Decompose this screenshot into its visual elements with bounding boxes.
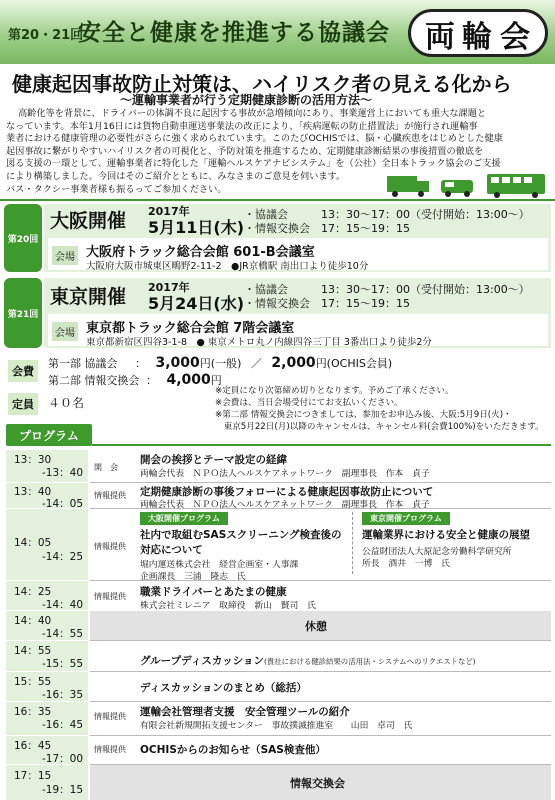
fee1-unit: 円(一般) — [199, 357, 242, 370]
r3-osaka-sub-2: 企画課長 三浦 隆志 氏 — [140, 572, 246, 582]
truck-cab — [417, 181, 429, 192]
osaka-venue-name: 大阪府トラック総合会館 601-B会議室 — [86, 245, 315, 260]
osaka-session-label — [4, 204, 42, 272]
note-line: 東京5月22日(月)以降のキャンセルは、キャンセル料(会費100%)をいただきます。 — [215, 422, 544, 432]
r6-start: 14：55 — [14, 645, 52, 657]
r10-networking-label: 情報交換会 — [290, 777, 345, 790]
r7-start: 15：55 — [14, 676, 52, 688]
r8-start: 16：35 — [14, 706, 52, 718]
intro-line: により構築しました。今回はそのご紹介とともに、みなさまのご意見を伺います。 — [6, 170, 346, 182]
fee1-sep: ／ — [250, 357, 262, 370]
fee1-unit-member: 円(OCHIS会員) — [315, 357, 393, 370]
r4-end: -14：40 — [42, 599, 84, 611]
row-separator — [90, 735, 551, 736]
r2-type: 情報提供 — [94, 491, 126, 500]
r1-end: -13：40 — [42, 467, 84, 479]
r2-start: 13：40 — [14, 486, 52, 498]
r10-start: 17：15 — [14, 770, 52, 782]
sub-headline: ～運輸事業者が行う定期健康診断の活用方法～ — [120, 93, 373, 107]
r9-title: OCHISからのお知らせ（SAS検査他） — [140, 744, 326, 756]
r4-start: 14：25 — [14, 586, 52, 598]
r4-title: 職業ドライバーとあたまの健康 — [140, 586, 287, 598]
r10-end: -19：15 — [42, 784, 84, 796]
osaka-year: 2017年 — [148, 205, 190, 218]
tokyo-session-label — [4, 278, 42, 348]
badge-char-3: 会 — [500, 20, 530, 55]
osaka-time-2: ・情報交換会 17：15～19：15 — [244, 222, 410, 235]
r3-column-divider — [352, 512, 353, 574]
intro-line: 起因事故に繋がりやすいハイリスク者の可視化と、予防対策を推進するため、定期健康診断結果の事後措置の徹底を — [6, 145, 484, 157]
r6-end: -15：55 — [42, 658, 84, 670]
r6-title-line — [140, 649, 476, 668]
r3-osaka-title-1: 社内で取組むSASスクリーニング検査後の — [140, 529, 342, 541]
r9-type: 情報提供 — [94, 745, 126, 754]
r5-start: 14：40 — [14, 615, 52, 627]
osaka-venue-address: 大阪府大阪市城東区鴫野2-11-2 ●JR京橋駅 南出口より徒歩10分 — [86, 261, 369, 272]
program-heading-rule — [92, 444, 551, 446]
r2-title: 定期健康診断の事後フォローによる健康起因事故防止について — [140, 486, 434, 498]
note-line: ※会費は、当日会場受付にてお支払いください。 — [215, 398, 403, 408]
fees-row-1 — [48, 355, 392, 371]
divider — [0, 199, 555, 201]
tokyo-venue-address: 東京都新宿区四谷3-1-8 ● 東京メトロ丸ノ内線四谷三丁目 3番出口より徒歩2分 — [86, 337, 432, 348]
r9-end: -17：00 — [42, 753, 84, 765]
capacity-value: ４０名 — [48, 396, 85, 410]
r2-end: -14：05 — [42, 498, 84, 510]
row-separator — [90, 764, 551, 765]
r3-tokyo-title: 運輸業界における安全と健康の展望 — [362, 529, 530, 541]
osaka-session-text: 第20回 — [7, 234, 39, 245]
r7-title: ディスカッションのまとめ（総括） — [140, 682, 307, 694]
r8-type: 情報提供 — [94, 712, 126, 721]
fee2-name: 第二部 情報交換会 — [48, 374, 140, 387]
fee1-price-member: 2,000 — [271, 355, 316, 371]
fee1-price: 3,000 — [155, 355, 200, 371]
r3-tokyo-sub-2: 所長 酒井 一博 氏 — [362, 559, 450, 569]
r7-end: -16：35 — [42, 689, 84, 701]
capacity-label: 定員 — [8, 393, 38, 415]
tokyo-venue-tag: 会場 — [52, 322, 78, 341]
program-heading — [6, 424, 92, 446]
r9-start: 16：45 — [14, 740, 52, 752]
r6-small: (貴社における健診結果の活用法・システムへのリクエストなど) — [264, 657, 476, 666]
intro-line: 業者における健康管理の必要性がさらに強く求められています。このたびOCHISでは、脳・心臓疾患をはじめとした健康 — [6, 133, 503, 145]
badge-char-1: 両 — [425, 20, 455, 55]
r4-type: 情報提供 — [94, 592, 126, 601]
osaka-date: 5月11日(木) — [148, 218, 245, 237]
r3-tokyo-tag: 東京開催プログラム — [362, 512, 450, 525]
r3-osaka-tag: 大阪開催プログラム — [140, 512, 228, 525]
r3-osaka-sub-1: 堀内運送株式会社 経営企画室・人事課 — [140, 560, 299, 570]
truck-cargo — [387, 176, 417, 192]
intro-line: バス・タクシー事業者様も振るってご参加ください。 — [6, 183, 227, 195]
r6-title: グループディスカッション — [140, 655, 265, 667]
r8-end: -16：45 — [42, 719, 84, 731]
r1-title: 開会の挨拶とテーマ設定の経緯 — [140, 454, 287, 466]
note-line: ※定員になり次第締め切りとなります。予めご了承ください。 — [215, 386, 454, 396]
osaka-venue-tag: 会場 — [52, 246, 78, 265]
r8-title: 運輸会社管理者支援 安全管理ツールの紹介 — [140, 706, 350, 718]
fee1-name: 第一部 協議会 — [48, 357, 118, 370]
tokyo-session-text: 第21回 — [7, 309, 39, 320]
fee2-unit: 円 — [210, 374, 222, 387]
tokyo-title: 東京開催 — [50, 286, 127, 308]
r4-sub: 株式会社ミレニア 取締役 新山 賢司 氏 — [140, 601, 316, 611]
intro-line: 高齢化等を背景に、ドライバーの体調不良に起因する事故が急増傾向にあり、事業運営上においても重大な課題と — [18, 108, 487, 119]
r5-end: -14：55 — [42, 628, 84, 640]
r3-type: 情報提供 — [94, 542, 126, 551]
r2-sub: 両輪会代表 ＮＰＯ法人ヘルスケアネットワーク 副理事長 作本 貞子 — [140, 500, 430, 510]
event-title: 安全と健康を推進する協議会 — [78, 20, 390, 46]
r1-start: 13：30 — [14, 454, 52, 466]
fees-label: 会費 — [8, 360, 38, 382]
tokyo-time-1: ・協議会 13：30～17：00（受付開始：13:00～） — [244, 283, 530, 296]
fee1-colon: ： — [135, 357, 146, 370]
tokyo-venue-name: 東京都トラック総合会館 7階会議室 — [86, 321, 295, 336]
badge-char-2: 輪 — [462, 20, 492, 55]
row-separator — [90, 482, 551, 483]
fees-row-2 — [48, 372, 222, 388]
tokyo-date: 5月24日(水) — [148, 294, 245, 313]
program-heading-text: プログラム — [19, 428, 79, 443]
row-separator — [90, 671, 551, 672]
fee2-colon: ： — [146, 374, 157, 387]
r3-tokyo-sub-1: 公益財団法人大原記念労働科学研究所 — [362, 547, 512, 557]
row-separator — [90, 701, 551, 702]
r1-sub: 両輪会代表 ＮＰＯ法人ヘルスケアネットワーク 副理事長 作本 貞子 — [140, 469, 430, 479]
vehicles-illustration — [385, 172, 550, 202]
row-separator — [90, 640, 551, 641]
notes-box — [215, 385, 544, 433]
r8-sub: 有限会社新規開拓支援センター 事故撲滅推進室 山田 卓司 氏 — [140, 721, 413, 731]
intro-line: なっています。本年1月16日には貨物自動車運送事業法の改正により、「疾病運転の防止措置法」が施行され運輸事 — [6, 120, 478, 132]
main-headline: 健康起因事故防止対策は、ハイリスク者の見える化から — [12, 72, 512, 96]
intro-line: 図る支援の一環として、運輸事業者に特化した「運輸ヘルスケアナビシステム」を（公社）全日本トラック協会のご支援 — [6, 158, 501, 170]
session-tag: 第20・21回 — [8, 28, 84, 43]
osaka-title: 大阪開催 — [50, 210, 127, 232]
r5-break-label: 休憩 — [305, 620, 327, 633]
r3-start: 14：05 — [14, 537, 52, 549]
fee2-price: 4,000 — [166, 372, 211, 388]
r1-type: 開 会 — [94, 463, 118, 472]
tokyo-year: 2017年 — [148, 281, 190, 294]
r3-end: -14：25 — [42, 551, 84, 563]
tokyo-time-2: ・情報交換会 17：15～19：15 — [244, 297, 410, 310]
osaka-time-1: ・協議会 13：30～17：00（受付開始：13:00～） — [244, 208, 530, 221]
note-line: ※第二部 情報交換会につきましては、参加をお申込み後、大阪:5月9日(火)・ — [215, 410, 512, 420]
r3-osaka-title-2: 対応について — [140, 544, 203, 556]
